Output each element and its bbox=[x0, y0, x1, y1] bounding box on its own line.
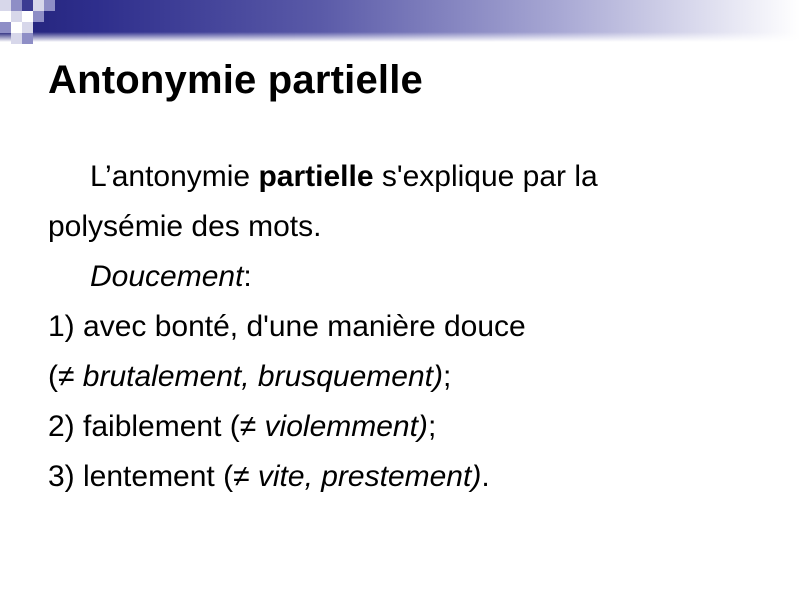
deco-square bbox=[0, 22, 11, 33]
term-colon: : bbox=[243, 260, 252, 293]
slide-title: Antonymie partielle bbox=[48, 58, 423, 102]
deco-square bbox=[11, 11, 22, 22]
paragraph-line-2: polysémie des mots. bbox=[48, 210, 322, 243]
decorative-squares bbox=[0, 0, 70, 45]
deco-square bbox=[0, 0, 11, 11]
definition-3-line bbox=[48, 452, 768, 502]
definition-1-line-2 bbox=[48, 352, 768, 402]
slide-body bbox=[48, 152, 768, 502]
deco-square bbox=[22, 0, 33, 11]
definition-2-line bbox=[48, 402, 768, 452]
deco-square bbox=[11, 33, 22, 44]
definition-2-end: ; bbox=[427, 410, 437, 443]
definition-1-open: (≠ bbox=[48, 360, 83, 393]
deco-square bbox=[33, 0, 44, 11]
definition-3-end: . bbox=[481, 460, 490, 493]
deco-square bbox=[22, 11, 33, 22]
deco-square bbox=[11, 22, 22, 33]
definition-3-antonyms: ≠ vite, prestement) bbox=[233, 460, 482, 493]
definition-2-antonyms: ≠ violemment) bbox=[239, 410, 428, 443]
definition-1-antonyms: brutalement, brusquement) bbox=[82, 360, 443, 393]
term-word: Doucement bbox=[90, 260, 244, 293]
deco-square bbox=[11, 0, 22, 11]
paragraph-suffix: s'explique par la bbox=[373, 160, 598, 193]
definition-3-prefix: 3) lentement ( bbox=[48, 460, 234, 493]
deco-square bbox=[22, 33, 33, 44]
term-line bbox=[48, 252, 768, 302]
deco-square bbox=[44, 0, 55, 11]
deco-square bbox=[22, 22, 33, 33]
definition-1-line-1: 1) avec bonté, d'une manière douce bbox=[48, 310, 526, 343]
paragraph-bold-term: partielle bbox=[258, 160, 374, 193]
paragraph-line-1 bbox=[48, 152, 768, 202]
header-gradient-fade bbox=[0, 32, 800, 42]
paragraph-prefix: L’antonymie bbox=[90, 160, 259, 193]
definition-2-prefix: 2) faiblement ( bbox=[48, 410, 240, 443]
deco-square bbox=[0, 11, 11, 22]
deco-square bbox=[33, 11, 44, 22]
definition-1-end: ; bbox=[443, 360, 452, 393]
